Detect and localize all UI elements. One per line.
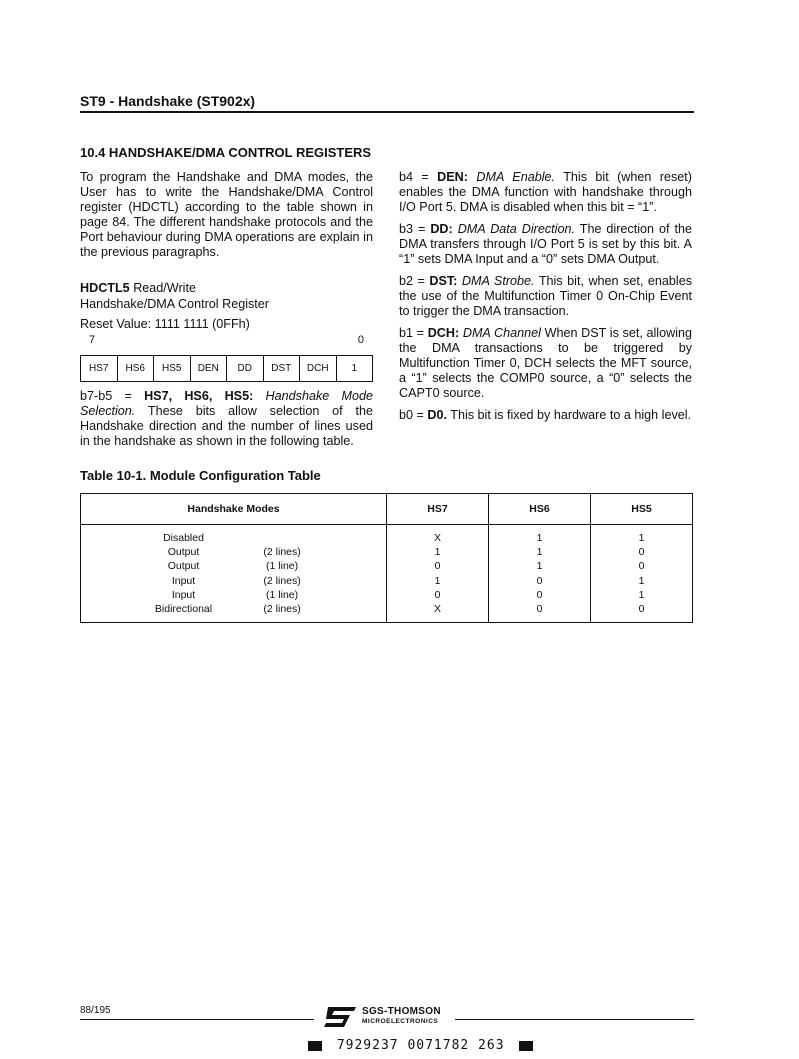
register-description: Handshake/DMA Control Register xyxy=(80,297,269,311)
hs5-value: 1 xyxy=(638,532,645,544)
page-header-title: ST9 - Handshake (ST902x) xyxy=(80,93,256,109)
desc-prefix: b2 = xyxy=(399,274,430,288)
bit-cell: DST xyxy=(263,356,300,382)
desc-prefix: b7-b5 = xyxy=(80,389,145,403)
modes-grid xyxy=(82,531,385,616)
bit-low-label: 0 xyxy=(357,334,364,346)
bit-high-label: 7 xyxy=(89,334,96,346)
desc-prefix: b0 = xyxy=(399,408,428,422)
mode-lines-value: (2 lines) xyxy=(263,574,301,587)
hs7-value: X xyxy=(433,603,441,616)
desc-b3 xyxy=(399,222,692,267)
logo-company: SGS-THOMSON xyxy=(362,1006,441,1017)
register-access: Read/Write xyxy=(133,281,196,295)
modes-cell xyxy=(81,525,387,623)
hs6-value: 1 xyxy=(536,560,543,573)
register-bit-table xyxy=(80,355,373,382)
desc-italic: DMA Enable. xyxy=(476,170,556,184)
desc-b7-b5-text xyxy=(80,389,373,449)
desc-body: This bit (when reset) enables the DMA function with handshake through I/O Port 5. DMA is disabled when this bit = “1”. xyxy=(399,170,692,214)
bit-cell: HS5 xyxy=(154,356,191,382)
mode-names xyxy=(155,531,212,616)
mode-lines-value xyxy=(252,531,312,545)
desc-b1 xyxy=(399,326,692,401)
mode-lines-value: (2 lines) xyxy=(263,603,301,616)
footer-rule-left xyxy=(80,1019,314,1020)
mode-lines-value: (1 line) xyxy=(266,588,299,601)
mode-name: Output xyxy=(167,546,200,559)
desc-bold: DST: xyxy=(429,274,458,288)
mode-lines-value: (1 line) xyxy=(266,560,299,573)
table-body-row xyxy=(81,525,693,623)
mode-lines xyxy=(252,531,312,616)
desc-italic: Handshake Mode Selection. xyxy=(80,389,374,418)
intro-paragraph xyxy=(80,170,373,267)
bit-cell: DD xyxy=(227,356,264,382)
hs7-cell xyxy=(387,525,489,623)
desc-body: When DST is set, allowing the DMA transactions to be triggered by Multifunction Timer 0, DCH selects the MFT source, a “1” selects the COMP0 source, a “0” selects the CAPT0 source. xyxy=(399,326,693,400)
desc-bold: DEN: xyxy=(437,170,468,184)
right-column-descriptions xyxy=(399,170,692,430)
hs5-value: 0 xyxy=(638,546,645,559)
desc-bold: DD: xyxy=(430,222,453,236)
page-number: 88/195 xyxy=(80,1005,111,1016)
hs5-value: 1 xyxy=(638,574,645,587)
bit-cell: 1 xyxy=(336,356,373,382)
hs6-value: 1 xyxy=(536,532,543,544)
mode-name: Bidirectional xyxy=(154,603,213,616)
col-header-hs6: HS6 xyxy=(489,494,591,525)
bit-cell: HS7 xyxy=(81,356,118,382)
desc-bold: D0. xyxy=(427,408,447,422)
desc-italic: DMA Strobe. xyxy=(461,274,535,288)
register-name-line xyxy=(80,280,373,296)
st-logo-icon xyxy=(322,1005,358,1029)
hs5-cell xyxy=(591,525,693,623)
section-title: 10.4 HANDSHAKE/DMA CONTROL REGISTERS xyxy=(80,145,372,160)
col-header-hs7: HS7 xyxy=(387,494,489,525)
desc-b7-b5 xyxy=(80,389,373,456)
hs6-value: 1 xyxy=(536,546,543,559)
hs6-value: 0 xyxy=(536,603,543,616)
register-info xyxy=(80,280,373,332)
header-rule xyxy=(80,111,694,113)
mode-name: Input xyxy=(171,588,196,601)
hs7-value: 1 xyxy=(434,574,441,587)
col-header-modes: Handshake Modes xyxy=(81,494,387,525)
logo-division: MICROELECTRONICS xyxy=(362,1018,439,1025)
desc-b4 xyxy=(399,170,692,215)
table-header-row xyxy=(81,494,693,525)
desc-b0 xyxy=(399,408,692,423)
desc-prefix: b3 = xyxy=(399,222,431,236)
hs7-value: X xyxy=(433,532,441,544)
desc-body: These bits allow selection of the Handshake direction and the number of lines used in the handshake as shown in the following table. xyxy=(80,404,373,448)
col-header-hs5: HS5 xyxy=(591,494,693,525)
intro-text: To program the Handshake and DMA modes, the User has to write the Handshake/DMA Control register (HDCTL) according to the table shown in page 84. The different handshake protocols and the Port behaviour during DMA operations are explain in the previous paragraphs. xyxy=(80,170,373,259)
desc-body: This bit, when set, enables the use of the Multifunction Timer 0 On-Chip Event to trigger the DMA transaction. xyxy=(399,274,693,318)
bit-cell: HS6 xyxy=(117,356,154,382)
sgs-thomson-logo xyxy=(322,1004,452,1030)
bit-cell: DEN xyxy=(190,356,227,382)
desc-bold: DCH: xyxy=(427,326,460,340)
desc-b2 xyxy=(399,274,692,319)
hs7-value: 0 xyxy=(434,560,441,573)
desc-prefix: b4 = xyxy=(399,170,438,184)
barcode-text: 7929237 0071782 263 xyxy=(336,1038,505,1053)
desc-body: The direction of the DMA transfers through I/O Port 5 is set by this bit. A “1” sets DMA Input and a “0” sets DMA Output. xyxy=(399,222,693,266)
register-name: HDCTL5 xyxy=(80,281,130,295)
hs7-value: 1 xyxy=(434,546,441,559)
mode-name: Input xyxy=(171,574,196,587)
hs7-value: 0 xyxy=(434,588,441,601)
desc-italic: DMA Data Direction. xyxy=(457,222,575,236)
register-reset: Reset Value: 1111 1111 (0FFh) xyxy=(80,317,250,331)
barcode-block-right xyxy=(519,1041,533,1051)
hs5-value: 0 xyxy=(638,603,645,616)
table-title: Table 10-1. Module Configuration Table xyxy=(80,468,321,483)
desc-prefix: b1 = xyxy=(399,326,428,340)
hs5-value: 0 xyxy=(638,560,645,573)
barcode-block-left xyxy=(308,1041,322,1051)
desc-italic: DMA Channel xyxy=(462,326,541,340)
register-bit-row xyxy=(81,356,373,382)
barcode-line xyxy=(308,1038,533,1053)
hs6-cell xyxy=(489,525,591,623)
footer-rule-right xyxy=(455,1019,694,1020)
bit-cell: DCH xyxy=(300,356,337,382)
module-configuration-table xyxy=(80,493,693,623)
hs6-value: 0 xyxy=(536,588,543,601)
desc-body: This bit is fixed by hardware to a high level. xyxy=(450,408,692,422)
mode-name: Output xyxy=(167,560,200,573)
mode-lines-value: (2 lines) xyxy=(263,546,301,559)
hs6-value: 0 xyxy=(536,574,543,587)
desc-bold: HS7, HS6, HS5: xyxy=(144,389,254,403)
hs5-value: 1 xyxy=(638,588,645,601)
mode-name: Disabled xyxy=(163,532,204,544)
